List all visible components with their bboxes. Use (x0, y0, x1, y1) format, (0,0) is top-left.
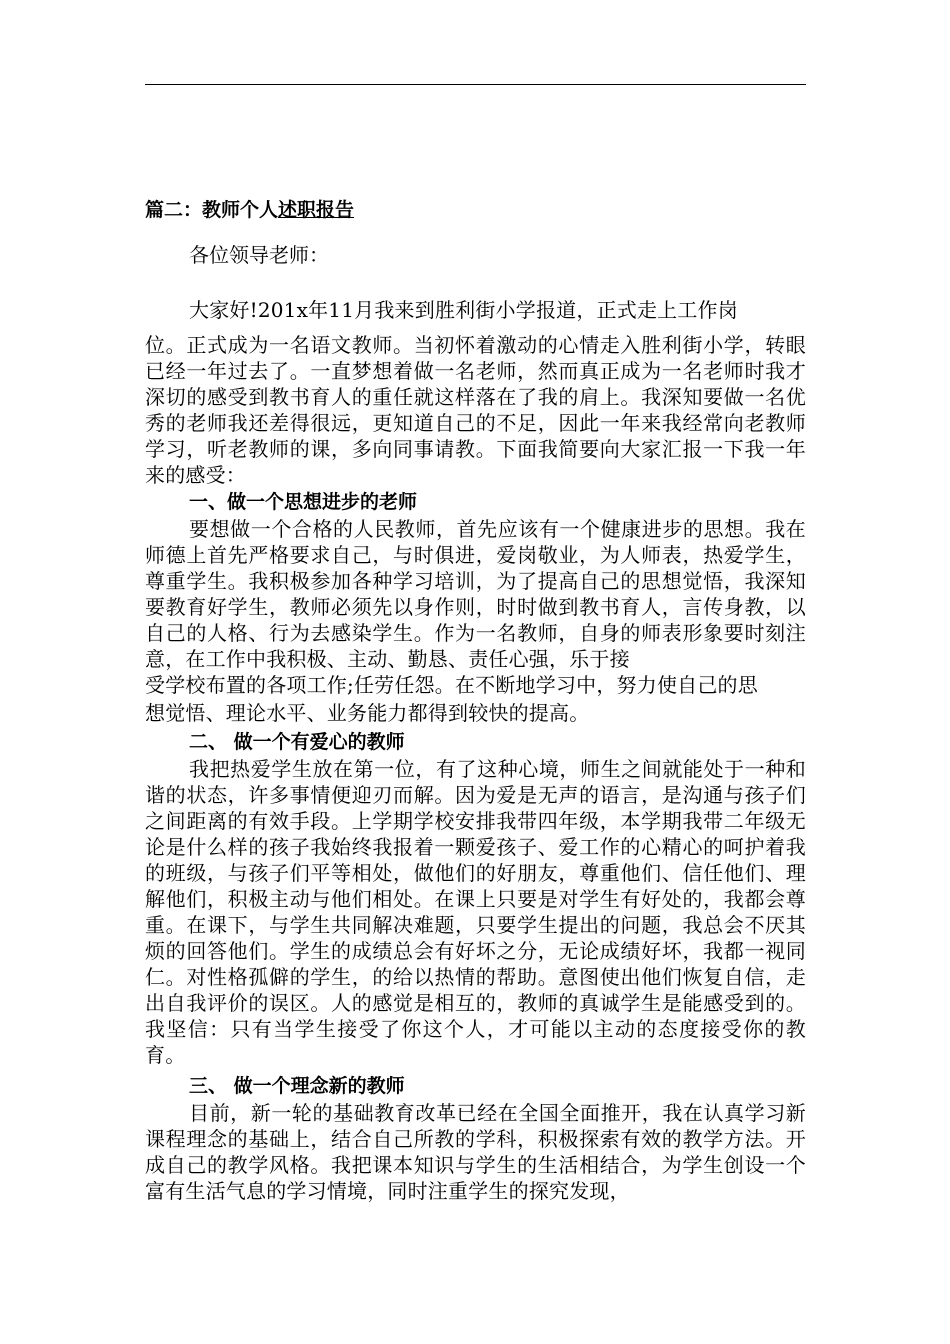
section-2-heading: 二、 做一个有爱心的教师 (189, 731, 405, 753)
section-3-paragraph: 目前，新一轮的基础教育改革已经在全国全面推开，我在认真学习新课程理念的基础上，结合自己所教的学科，积极探索有效的教学方法。开成自己的教学风格。我把课本知识与学生的生活相结合，为学生创设一个富有生活气息的学习情境，同时注重学生的探究发现， (145, 1101, 806, 1203)
title-prefix: 篇二：教师个人 (145, 199, 279, 221)
section-3-heading: 三、 做一个理念新的教师 (189, 1075, 405, 1097)
section-1-heading: 一、做一个思想进步的老师 (189, 491, 418, 513)
title-underlined: 述职报告 (278, 199, 355, 221)
section-1-text-c: 想觉悟、理论水平、业务能力都得到较快的提高。 (145, 701, 590, 725)
section-2-paragraph: 我把热爱学生放在第一位，有了这种心境，师生之间就能处于一种和谐的状态，许多事情便迎刃而解。因为爱是无声的语言，是沟通与孩子们之间距离的有效手段。上学期学校安排我带四年级，本学期我带二年级无论是什么样的孩子我始终我报着一颗爱孩子、爱工作的心精心的呵护着我的班级，与孩子们平等相处，做他们的好朋友，尊重他们、信任他们、理解他们，积极主动与他们相处。在课上只要是对学生有好处的，我都会尊重。在课下，与学生共同解决难题，只要学生提出的问题，我总会不厌其烦的回答他们。学生的成绩总会有好坏之分，无论成绩好坏，我都一视同仁。对性格孤僻的学生，的给以热情的帮助。意图使出他们恢复自信，走出自我评价的误区。人的感觉是相互的，教师的真诚学生是能感受到的。我坚信：只有当学生接受了你这个人，才可能以主动的态度接受你的教育。 (145, 757, 806, 1067)
intro-paragraph (145, 288, 806, 488)
intro-line-1: 大家好!201x年11月我来到胜利街小学报道，正式走上工作岗 (189, 298, 738, 322)
section-1-line-b (145, 672, 806, 698)
section-1-text-b: 受学校布置的各项工作;任劳任怨。在不断地学习中，努力使自己的思 (145, 673, 758, 697)
intro-rest: 位。正式成为一名语文教师。当初怀着激动的心情走入胜利街小学，转眼已经一年过去了。一直梦想着做一名老师，然而真正成为一名老师时我才深切的感受到教书育人的重任就这样落在了我的肩上。我深知要做一名优秀的老师我还差得很远，更知道自己的不足，因此一年来我经常向老教师学习，听老教师的课，多向同事请教。下面我简要向大家汇报一下我一年来的感受： (145, 333, 806, 487)
document-body (145, 196, 806, 1204)
section-1-paragraph (145, 516, 806, 672)
salutation: 各位领导老师： (189, 243, 329, 267)
header-rule (145, 84, 806, 85)
section-1-text-a: 要想做一个合格的人民教师，首先应该有一个健康进步的思想。我在师德上首先严格要求自己，与时俱进，爱岗敬业，为人师表，热爱学生，尊重学生。我积极参加各种学习培训，为了提高自己的思想觉悟，我深知要教育好学生，教师必须先以身作则，时时做到教书育人，言传身教，以自己的人格、行为去感染学生。作为一名教师，自身的师表形象要时刻注意，在工作中我积极、主动、勤恳、责任心强，乐于接 (145, 517, 806, 671)
section-1-line-c (145, 698, 806, 728)
document-title (145, 196, 806, 224)
